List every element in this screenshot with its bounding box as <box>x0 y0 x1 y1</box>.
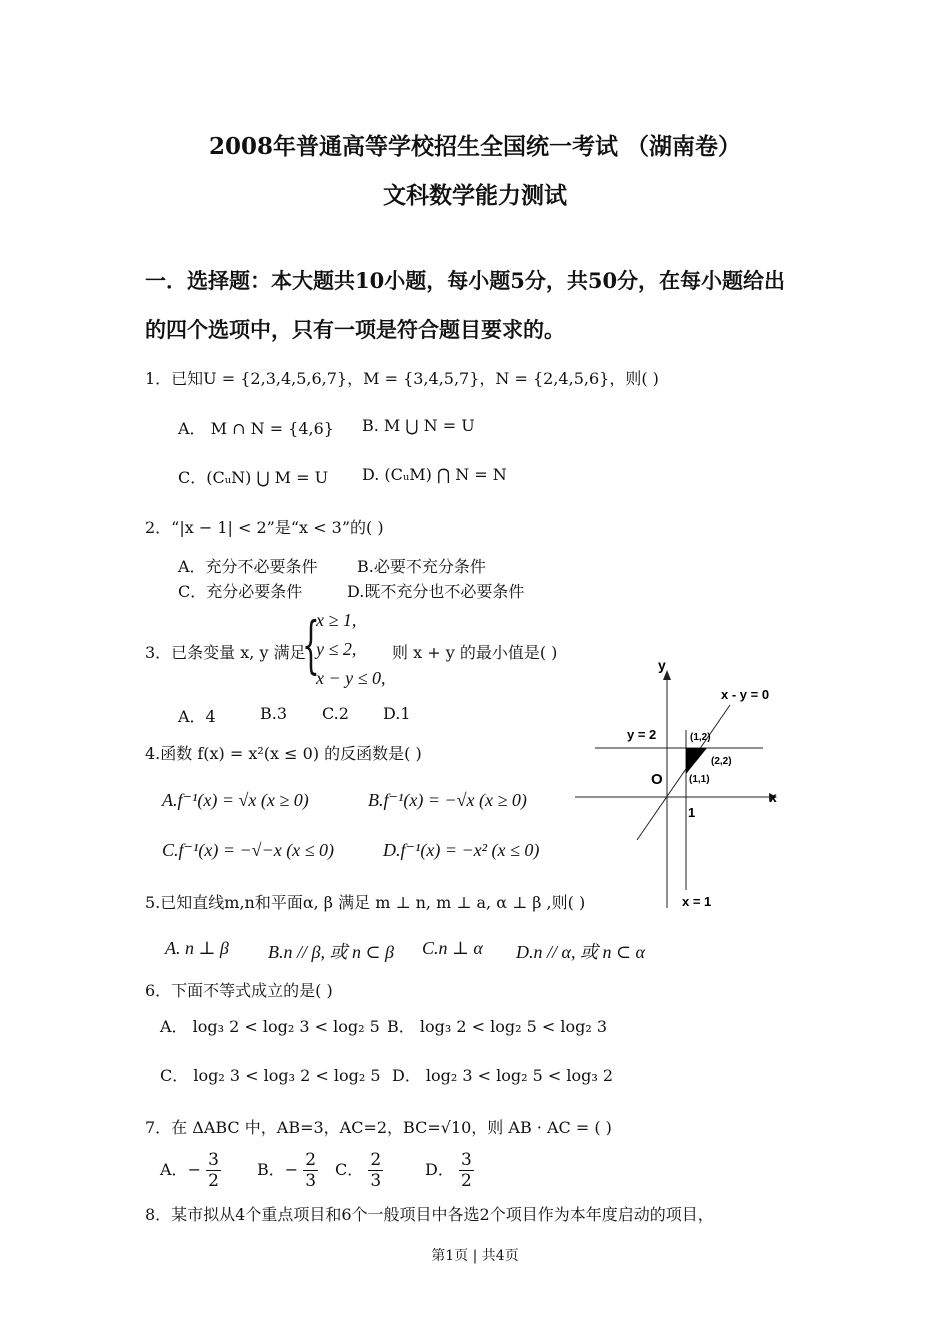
option-c-label: C． <box>335 1160 364 1179</box>
section-heading-line1: 一．选择题：本大题共10小题，每小题5分，共50分，在每小题给出 <box>145 268 786 293</box>
question-6-option-d: D． log₂ 3 < log₂ 5 < log₃ 2 <box>392 1066 614 1085</box>
question-2-option-a: A．充分不必要条件 <box>178 557 318 576</box>
exam-title: 2008年普通高等学校招生全国统一考试 （湖南卷） <box>208 133 742 160</box>
question-5-option-a: A. n ⊥ β <box>165 938 229 958</box>
option-d-label: D． <box>425 1160 454 1179</box>
option-d-fraction <box>459 1150 474 1191</box>
system-brace: { <box>302 608 320 681</box>
option-b-sign: − <box>284 1160 299 1179</box>
question-3-stem-post: 则 x + y 的最小值是( ) <box>392 643 558 662</box>
question-4-stem: 4.函数 f(x) = x²(x ≤ 0) 的反函数是( ) <box>145 744 422 763</box>
question-6-option-a: A． log₃ 2 < log₂ 3 < log₂ 5 <box>160 1017 380 1036</box>
option-c-numerator: 2 <box>370 1150 382 1170</box>
label-y-equals-2: y = 2 <box>627 727 657 742</box>
question-3-option-c: C.2 <box>322 704 349 723</box>
question-3-condition-1: x ≥ 1, <box>316 610 357 630</box>
question-8-stem: 8．某市拟从4个重点项目和6个一般项目中各选2个项目作为本年度启动的项目， <box>145 1205 714 1224</box>
question-3-option-a: A．4 <box>178 707 216 726</box>
section-heading-line2: 的四个选项中，只有一项是符合题目要求的。 <box>145 317 565 342</box>
question-7-option-b <box>257 1150 318 1191</box>
y-axis-label: y <box>658 657 666 673</box>
option-c-denominator: 3 <box>370 1171 382 1191</box>
option-b-fraction <box>303 1150 318 1191</box>
question-2-option-d: D.既不充分也不必要条件 <box>347 582 525 601</box>
question-5-option-c: C.n ⊥ α <box>422 938 483 958</box>
question-3-condition-2: y ≤ 2, <box>316 639 357 659</box>
tick-label-1: 1 <box>688 805 696 820</box>
option-a-denominator: 2 <box>208 1171 219 1191</box>
question-4-option-d: D.f⁻¹(x) = −x² (x ≤ 0) <box>383 840 540 860</box>
question-3-option-b: B.3 <box>260 704 288 723</box>
option-a-sign: − <box>187 1160 201 1179</box>
point-label-1-1: (1,1) <box>689 774 710 785</box>
question-6-stem: 6．下面不等式成立的是( ) <box>145 981 333 1000</box>
option-b-label: B． <box>257 1160 285 1179</box>
question-4-option-c: C.f⁻¹(x) = −√−x (x ≤ 0) <box>162 840 335 860</box>
question-3-stem-pre: 3．已条变量 x, y 满足 <box>145 643 306 662</box>
question-5-option-b: B.n // β, 或 n ⊂ β <box>268 942 395 962</box>
question-3-condition-3: x − y ≤ 0, <box>316 668 386 688</box>
option-b-denominator: 3 <box>305 1171 317 1191</box>
page-footer: 第1页 | 共4页 <box>431 1248 519 1264</box>
question-5-stem: 5.已知直线m,n和平面α, β 满足 m ⊥ n, m ⊥ a, α ⊥ β ,则( ) <box>145 893 586 912</box>
question-7-option-c <box>335 1150 383 1191</box>
question-6-option-c: C． log₂ 3 < log₃ 2 < log₂ 5 <box>160 1066 381 1085</box>
label-x-equals-1: x = 1 <box>682 894 712 909</box>
question-2-option-b: B.必要不充分条件 <box>357 557 486 576</box>
question-4-option-a: A.f⁻¹(x) = √x (x ≥ 0) <box>162 790 309 810</box>
exam-subtitle: 文科数学能力测试 <box>383 182 567 209</box>
question-2-option-c: C．充分必要条件 <box>178 582 303 601</box>
question-7-option-a <box>160 1150 221 1191</box>
question-1-option-b: B. M ⋃ N = U <box>362 416 475 435</box>
option-d-denominator: 2 <box>460 1171 472 1191</box>
option-c-fraction <box>368 1150 383 1191</box>
question-2-stem: 2．“|x − 1| < 2”是“x < 3”的( ) <box>145 518 384 537</box>
option-a-label: A． <box>160 1160 188 1179</box>
question-7-stem: 7．在 ΔABC 中，AB=3，AC=2，BC=√10，则 AB · AC = ( ) <box>145 1118 612 1137</box>
question-1-option-a: A． M ∩ N = {4,6} <box>178 419 334 438</box>
origin-label: O <box>651 771 663 788</box>
option-b-numerator: 2 <box>305 1150 317 1170</box>
option-a-numerator: 3 <box>208 1150 219 1170</box>
option-d-numerator: 3 <box>460 1150 472 1170</box>
question-7-option-d <box>425 1150 474 1191</box>
feasible-region <box>686 748 707 774</box>
question-1-stem: 1．已知U = {2,3,4,5,6,7}，M = {3,4,5,7}，N = {2,4,5,6}，则( ) <box>145 369 659 388</box>
point-label-2-2: (2,2) <box>711 756 732 767</box>
question-4-option-b: B.f⁻¹(x) = −√x (x ≥ 0) <box>368 790 527 810</box>
label-x-minus-y: x - y = 0 <box>721 687 770 702</box>
question-1-option-d: D. (CᵤM) ⋂ N = N <box>362 465 507 484</box>
x-axis-label: x <box>769 789 777 805</box>
question-1-option-c: C．(CᵤN) ⋃ M = U <box>178 468 329 487</box>
point-label-1-2: (1,2) <box>690 732 711 743</box>
feasible-region-graph <box>565 650 795 915</box>
question-3-option-d: D.1 <box>383 704 411 723</box>
question-5-option-d: D.n // α, 或 n ⊂ α <box>516 942 645 962</box>
question-6-option-b: B． log₃ 2 < log₂ 5 < log₂ 3 <box>387 1017 608 1036</box>
option-a-fraction <box>206 1150 221 1191</box>
